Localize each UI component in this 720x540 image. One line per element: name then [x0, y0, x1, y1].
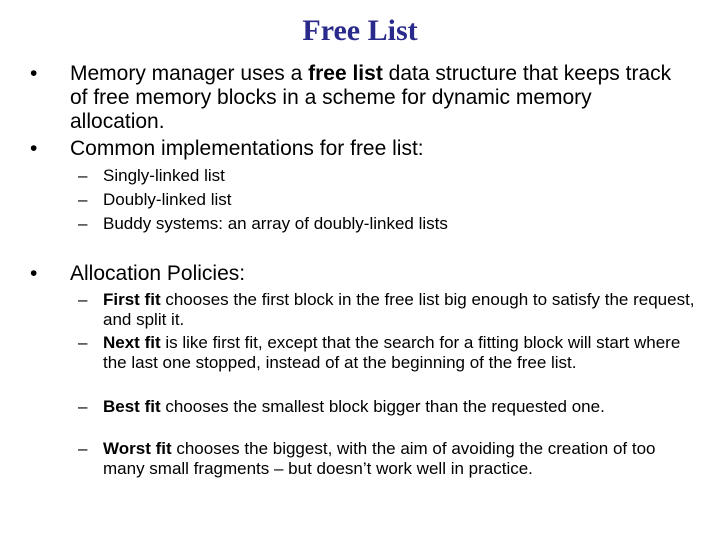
- policy-description: chooses the biggest, with the aim of avoiding the creation of too many small fragments – but doesn’t work well in practice.: [103, 439, 656, 478]
- policy-item-next-fit: [78, 333, 698, 373]
- policy-term: Next fit: [103, 333, 161, 352]
- policies-heading: Allocation Policies:: [70, 262, 246, 285]
- dash-marker: –: [78, 190, 88, 209]
- slide-title: Free List: [302, 14, 418, 47]
- dash-marker: –: [78, 439, 88, 458]
- intro-text-part1: Memory manager uses a: [70, 62, 309, 85]
- policy-item-text: [103, 290, 698, 330]
- bullet-marker: •: [30, 137, 38, 160]
- policy-description: is like first fit, except that the search for a fitting block will start where the last one stopped, instead of at the beginning of the free list.: [103, 333, 681, 372]
- policy-item-text: [103, 397, 698, 417]
- dash-marker: –: [78, 214, 88, 233]
- bullet-marker: •: [30, 262, 38, 285]
- intro-text-part2: data structure that keeps track of free memory blocks in a scheme for dynamic memory allocation.: [70, 62, 672, 133]
- implementation-item: [78, 190, 698, 210]
- policy-item-worst-fit: [78, 439, 698, 479]
- policy-item-first-fit: [78, 290, 698, 330]
- policy-item-text: [103, 333, 698, 373]
- intro-bullet: [30, 62, 690, 134]
- implementation-item-text: Doubly-linked list: [103, 190, 232, 209]
- policy-description: chooses the smallest block bigger than the requested one.: [160, 397, 605, 416]
- policy-item-best-fit: [78, 397, 698, 417]
- policy-term: Worst fit: [103, 439, 172, 458]
- policy-description: chooses the first block in the free list big enough to satisfy the request, and split it.: [103, 290, 695, 329]
- implementations-bullet: [30, 137, 690, 161]
- implementation-item: [78, 214, 698, 234]
- policy-item-text: [103, 439, 698, 479]
- implementation-item: [78, 166, 698, 186]
- bullet-marker: •: [30, 62, 38, 85]
- dash-marker: –: [78, 290, 88, 309]
- dash-marker: –: [78, 166, 88, 185]
- implementation-item-text: Buddy systems: an array of doubly-linked lists: [103, 214, 448, 233]
- policies-bullet: [30, 262, 690, 286]
- implementations-heading: Common implementations for free list:: [70, 137, 424, 160]
- implementation-item-text: Singly-linked list: [103, 166, 225, 185]
- intro-bold-term: free list: [308, 62, 383, 85]
- policy-term: First fit: [103, 290, 161, 309]
- intro-text: [70, 62, 690, 134]
- dash-marker: –: [78, 397, 88, 416]
- policy-term: Best fit: [103, 397, 161, 416]
- dash-marker: –: [78, 333, 88, 352]
